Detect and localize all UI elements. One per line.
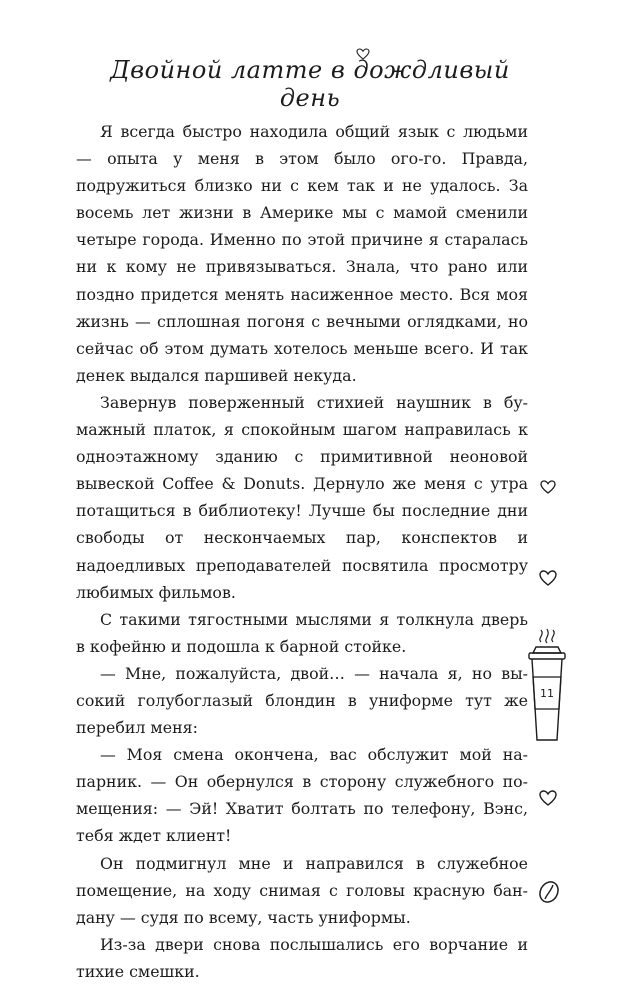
heart-icon	[540, 480, 556, 494]
paragraph: — Мне, пожалуйста, двой… — начала я, но высокий голубоглазый блондин в униформе тут же перебил меня:	[76, 663, 528, 738]
heart-icon	[539, 570, 557, 586]
paragraph: Из-за двери снова послышались его ворчание и тихие смешки.	[76, 934, 528, 981]
paragraph: — Моя смена окончена, вас обслужит мой напарник. — Он обернулся в сторону служебного помещения: — Эй! Хватит болтать по телефону, Вэнс, тебя ждет клиент!	[76, 745, 528, 846]
running-header	[0, 48, 618, 112]
paragraph: Завернув поверженный стихией наушник в бумажный платок, я спокойным шагом направилась к одноэтажному зданию с примитивной неоновой вывеской Coffee & Donuts. Дернуло же меня с утра потащиться в библиотеку! Лучше бы последние дни свободы от нескончаемых пар, конспектов и надоедливых преподавателей посвятила просмотру любимых фильмов.	[76, 392, 528, 602]
coffee-bean-icon	[538, 880, 560, 904]
paragraph: Он подмигнул мне и направился в служебное помещение, на ходу снимая с головы красную бандану — судя по всему, часть униформы.	[76, 853, 528, 927]
body-text	[76, 118, 528, 985]
paragraph: С такими тягостными мыслями я толкнула дверь в кофейню и подошла к барной стойке.	[76, 609, 528, 656]
heart-icon	[356, 48, 370, 60]
heart-icon	[539, 790, 557, 806]
paragraph: Я всегда быстро находила общий язык с людьми — опыта у меня в этом было ого-го. Правда, подружиться близко ни с кем так и не удалось. За восемь лет жизни в Америке мы с мамой сменили четыре города. Именно по этой причине я старалась ни к кому не привязываться. Знала, что рано или поздно придется менять насиженное место. Вся моя жизнь — сплошная погоня с вечными оглядками, но сейчас об этом думать хотелось меньше всего. И так денек выдался паршивей некуда.	[76, 122, 528, 385]
header-title: Двойной латте в дождливый день	[110, 56, 510, 112]
coffee-cup-icon	[524, 626, 570, 744]
page-number: 11	[540, 687, 554, 700]
